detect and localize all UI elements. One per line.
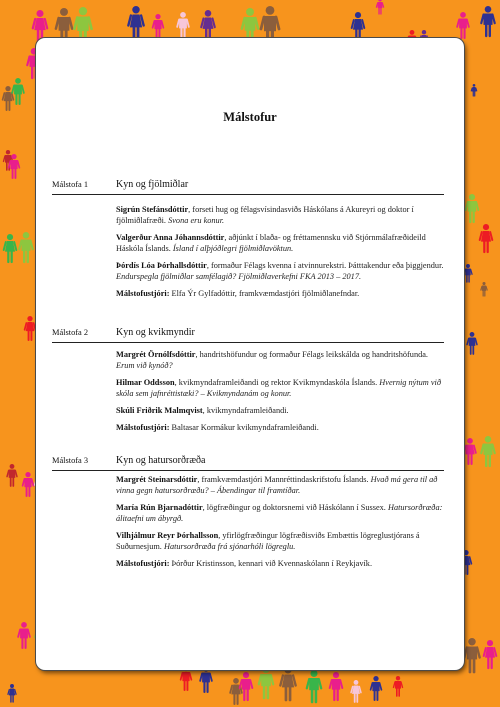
- person-figure: [481, 6, 495, 36]
- page-title: Málstofur: [223, 110, 277, 124]
- section-header: [52, 328, 444, 343]
- person-figure: [467, 332, 477, 354]
- section-header: [52, 456, 444, 471]
- section-malstofa-1: [52, 180, 444, 299]
- section-malstofa-3: [52, 456, 444, 569]
- person-figure: [18, 622, 30, 648]
- person-figure: [280, 666, 295, 700]
- speaker-entry: Skúli Friðrik Malmqvist, kvikmyndaframleiðandi.: [116, 406, 289, 415]
- person-figure: [480, 224, 493, 252]
- person-figure: [466, 194, 479, 222]
- speaker-entry: Vilhjálmur Reyr Þórhallsson, yfirlögfræðingur lögfræðisviðs Embættis lögreglustjórans á Suðurnesjum. Hatursorðræða frá sjónarhóli lögreglu.: [116, 531, 420, 551]
- section-malstofa-2: [52, 328, 444, 433]
- section-title: Kyn og kvikmyndir: [116, 327, 195, 338]
- person-figure: [128, 6, 143, 40]
- person-figure: [471, 84, 476, 96]
- person-figure: [9, 154, 20, 178]
- person-figure: [481, 436, 495, 466]
- person-figure: [464, 264, 472, 282]
- person-figure: [177, 12, 189, 38]
- person-figure: [19, 232, 33, 262]
- speaker-entry: María Rún Bjarnadóttir, lögfræðingur og doktorsnemi við Háskólann í Sussex. Hatursorðræða: álitaefni um ábyrgð.: [116, 503, 443, 523]
- speaker-entry: Sigrún Stefánsdóttir, forseti hug og félagsvísindasviðs Háskólans á Akureyri og doktor í fjölmiðlafræði. Svona eru konur.: [116, 205, 414, 225]
- moderator-entry: Málstofustjóri: Baltasar Kormákur kvikmyndaframleiðandi.: [116, 423, 319, 432]
- speaker-entry: Valgerður Anna Jóhannsdóttir, aðjúnkt í blaða- og fréttamennsku við Stjórnmálafræðideild Háskóla Íslands. Ísland í alþjóðlegri fjölmiðlavöktun.: [116, 233, 426, 253]
- moderator-entry: Málstofustjóri: Þórður Kristinsson, kennari við Kvennaskólann í Reykjavík.: [116, 559, 373, 568]
- person-figure: [3, 86, 14, 110]
- person-figure: [25, 316, 36, 340]
- person-figure: [7, 464, 17, 486]
- person-figure: [484, 640, 497, 668]
- person-figure: [457, 12, 469, 38]
- moderator-entry: Málstofustjóri: Elfa Ýr Gylfadóttir, framkvæmdastjóri fjölmiðlanefndar.: [116, 289, 360, 298]
- person-figure: [240, 672, 253, 700]
- speaker-entry: Margrét Steinarsdóttir, framkvæmdastjóri Mannréttindaskrifstofu Íslands. Hvað má gera til að vinna gegn hatursorðræðu? – Ábendingar til framtíðar.: [116, 475, 438, 495]
- section-title: Kyn og hatursorðræða: [116, 455, 206, 466]
- person-figure: [352, 12, 365, 40]
- person-figure: [153, 14, 164, 38]
- person-figure: [371, 676, 382, 700]
- person-figure: [12, 78, 24, 104]
- person-figure: [464, 638, 479, 672]
- person-figure: [481, 282, 487, 296]
- person-figure: [330, 672, 343, 700]
- person-figure: [201, 10, 215, 40]
- section-header: [52, 180, 444, 195]
- section-title: Kyn og fjölmiðlar: [116, 179, 189, 190]
- section-label: Málstofa 1: [52, 180, 89, 189]
- speaker-entry: Hilmar Oddsson, kvikmyndaframleiðandi og rektor Kvikmyndaskóla Íslands. Hvernig nýtum við skóla sem jafnréttistæki? – Kvikmyndanám og konur.: [116, 378, 442, 398]
- person-figure: [307, 670, 321, 702]
- person-figure: [394, 676, 403, 696]
- person-figure: [23, 472, 34, 496]
- person-figure: [351, 680, 361, 702]
- section-label: Málstofa 3: [52, 456, 89, 465]
- speaker-entry: Þórdís Lóa Þórhallsdóttir, formaður Félags kvenna í atvinnurekstri. Þátttakendur eða þiggjendur. Endurspegla fjölmiðlar samfélagið? Fjölmiðlaverkefni FKA 2013 – 2017.: [116, 261, 444, 281]
- person-figure: [4, 234, 17, 262]
- person-figure: [4, 150, 13, 170]
- person-figure: [259, 666, 273, 698]
- speaker-entry: Margrét Örnólfsdóttir, handritshöfundur og formaður Félags leikskálda og handritshöfunda. Erum við kynóð?: [116, 350, 428, 370]
- person-figure: [230, 678, 242, 704]
- person-figure: [464, 438, 476, 464]
- section-label: Málstofa 2: [52, 328, 89, 337]
- person-figure: [376, 0, 383, 14]
- person-figure: [8, 684, 16, 702]
